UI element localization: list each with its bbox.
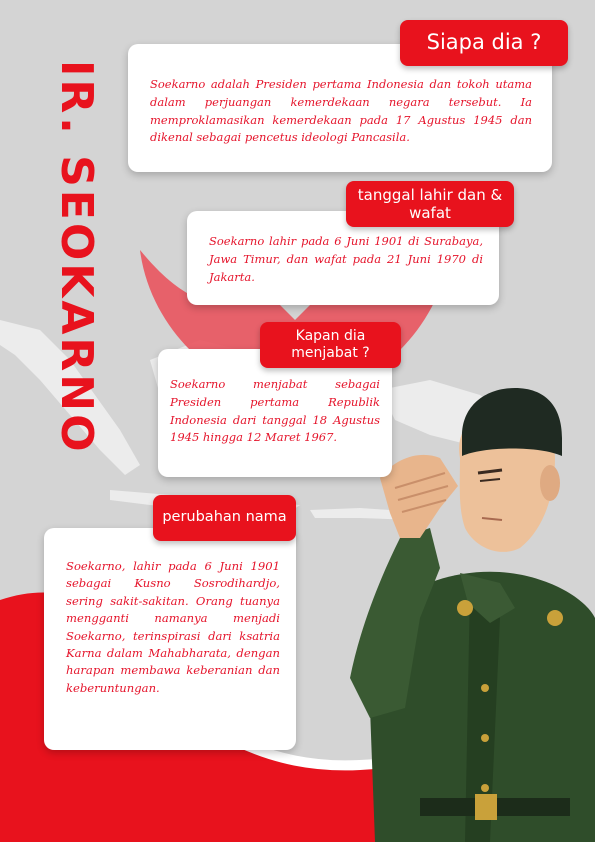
card-text-who: Soekarno adalah Presiden pertama Indonesia dan tokoh utama dalam perjuangan kemerdekaan negara tersebut. Ia memproklamasikan kemerdekaan pada 17 Agustus 1945 dan dikenal sebagai pencetus ideologi Pancasila. [150,77,532,145]
card-text-birth-death: Soekarno lahir pada 6 Juni 1901 di Surabaya, Jawa Timur, dan wafat pada 21 Juni 1970 di Jakarta. [209,234,483,284]
tag-birth-death: tanggal lahir dan & wafat [346,181,514,227]
page-title: IR. SEOKARNO [51,60,102,455]
card-text-name-change: Soekarno, lahir pada 6 Juni 1901 sebagai Kusno Sosrodihardjo, sering sakit-sakitan. Orang tuanya mengganti namanya menjadi Soekarno, terinspirasi dari ksatria Karna dalam Mahabharata, dengan harapan membawa keberanian dan keberuntungan. [66,559,280,695]
info-card-term [158,349,392,477]
tag-term: Kapan dia menjabat ? [260,322,401,368]
info-card-name-change [44,528,296,750]
vertical-title [12,40,112,540]
tag-who: Siapa dia ? [400,20,568,66]
tag-name-change: perubahan nama [153,495,296,541]
card-text-term: Soekarno menjabat sebagai Presiden pertama Republik Indonesia dari tanggal 18 Agustus 1945 hingga 12 Maret 1967. [170,377,380,445]
